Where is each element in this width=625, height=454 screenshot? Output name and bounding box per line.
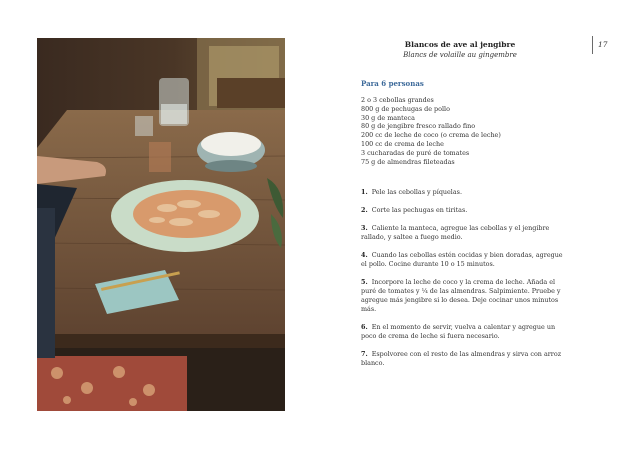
recipe-subtitle: Blancs de volaille au gingembre — [403, 51, 517, 59]
step-number: 1. — [361, 188, 368, 196]
step-number: 5. — [361, 278, 368, 287]
recipe-photo-illustration — [37, 38, 285, 411]
recipe-title: Blancos de ave al jengibre — [404, 40, 516, 49]
step-item — [361, 206, 566, 215]
step-list — [361, 188, 566, 377]
ingredient-item: 30 g de manteca — [361, 113, 415, 122]
step-text: Caliente la manteca, agregue las cebollas y el jengibre rallado, y saltee a fuego medio. — [361, 224, 550, 242]
ingredient-item: 3 cucharadas de puré de tomates — [361, 148, 470, 157]
ingredient-item: 75 g de almendras fileteadas — [361, 157, 455, 166]
step-number: 4. — [361, 251, 368, 260]
step-item — [361, 188, 566, 197]
page-number: 17 — [598, 40, 608, 49]
step-number: 2. — [361, 206, 368, 215]
servings-heading: Para 6 personas — [361, 79, 424, 88]
ingredient-item: 2 o 3 cebollas grandes — [361, 96, 434, 104]
step-text: Corte las pechugas en tiritas. — [371, 206, 468, 215]
recipe-title-block — [360, 40, 560, 60]
step-item — [361, 323, 566, 341]
step-number: 7. — [361, 349, 368, 358]
ingredient-item: 800 g de pechugas de pollo — [361, 104, 450, 113]
page-number-rule — [592, 36, 593, 54]
step-text: Pele las cebollas y píquelas. — [371, 188, 462, 196]
step-text: Incorpore la leche de coco y la crema de leche. Añada el puré de tomates y ¼ de las almendras. Salpimiente. Pruebe y agregue más jengibre si lo desea. Deje cocinar unos minutos más. — [361, 278, 561, 313]
step-text: En el momento de servir, vuelva a calentar y agregue un poco de crema de leche si fuera necesario. — [361, 322, 556, 340]
ingredient-item: 100 cc de crema de leche — [361, 139, 444, 148]
ingredient-item: 80 g de jengibre fresco rallado fino — [361, 122, 476, 131]
step-item — [361, 350, 566, 368]
recipe-photo — [37, 38, 285, 411]
step-text: Espolvoree con el resto de las almendras y sirva con arroz blanco. — [361, 349, 562, 367]
step-item — [361, 251, 566, 269]
step-item — [361, 278, 566, 313]
step-number: 3. — [361, 224, 368, 233]
step-item — [361, 224, 566, 242]
step-number: 6. — [361, 322, 368, 331]
step-text: Cuando las cebollas estén cocidas y bien doradas, agregue el pollo. Cocine durante 10 o 15 minutos. — [361, 251, 563, 269]
ingredient-list — [361, 96, 501, 166]
ingredient-item: 200 cc de leche de coco (o crema de leche) — [361, 131, 501, 140]
